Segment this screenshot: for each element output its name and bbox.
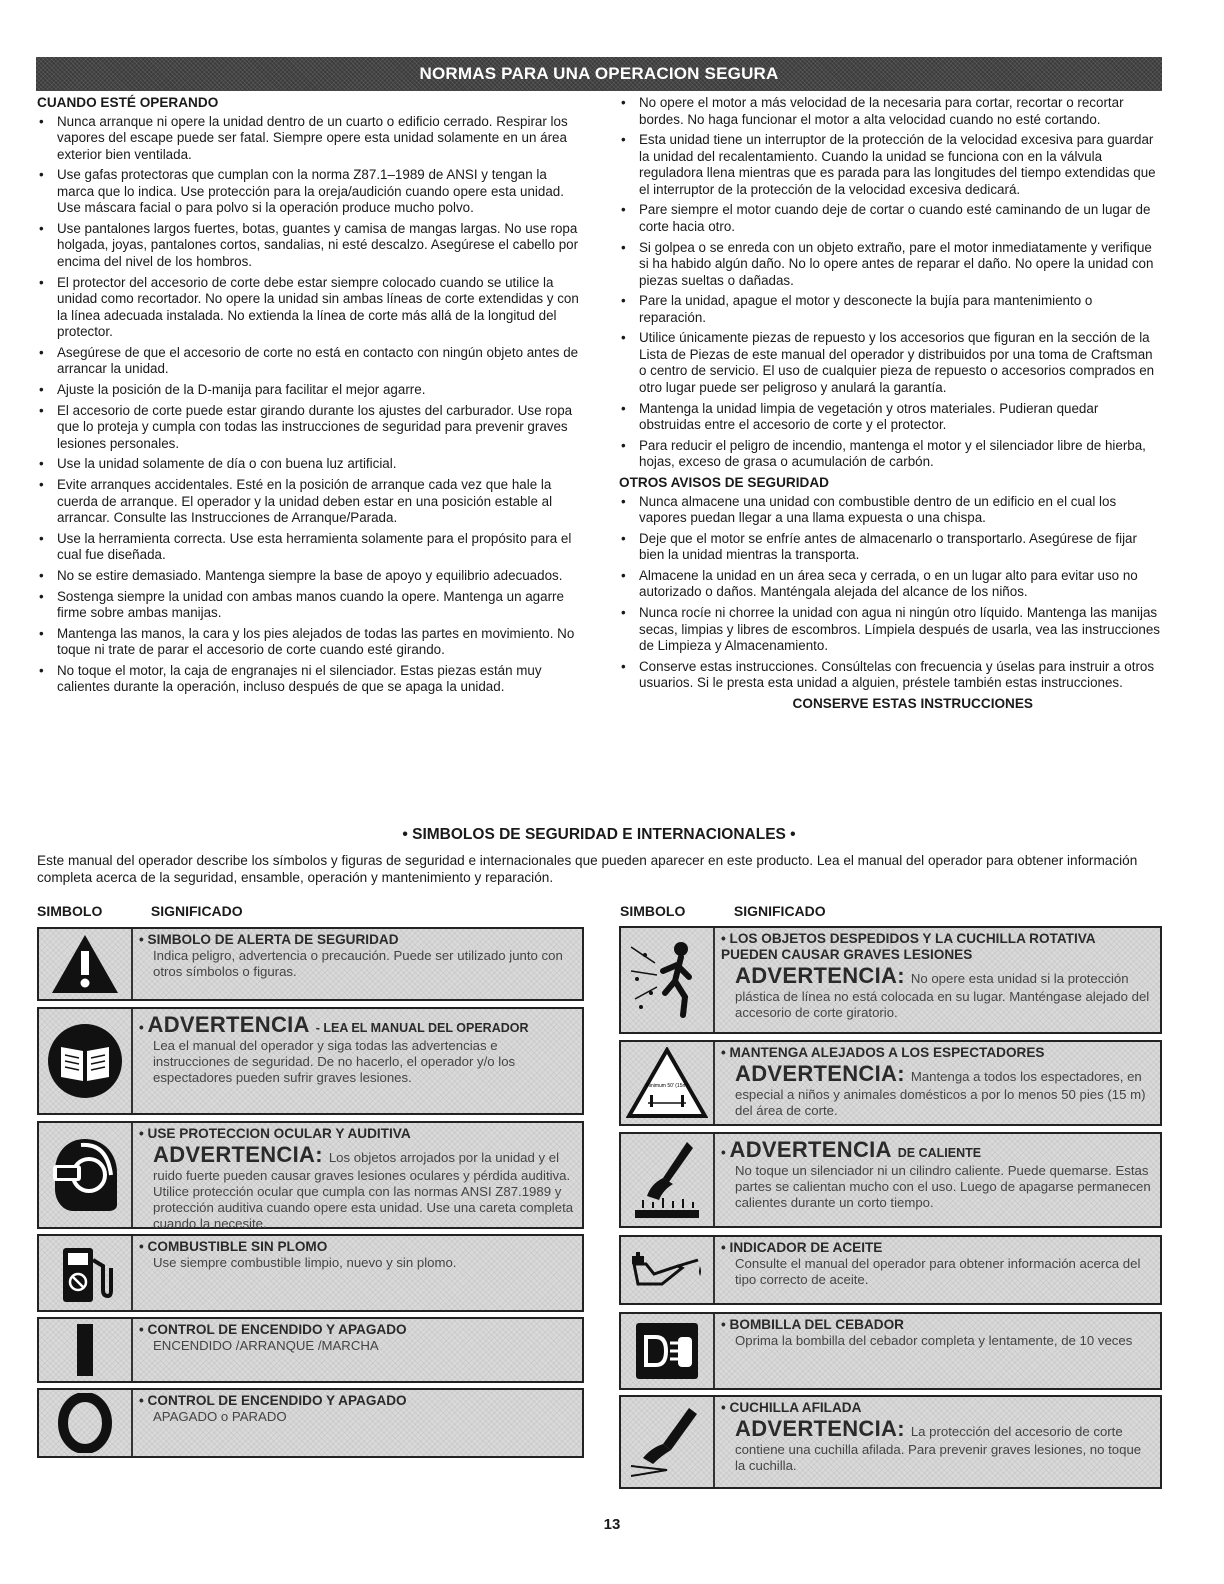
symbol-heading: • LOS OBJETOS DESPEDIDOS Y LA CUCHILLA ROTATIVA PUEDEN CAUSAR GRAVES LESIONES: [721, 931, 1152, 963]
thrown-objects-icon: [621, 928, 715, 1032]
symbol-heading: • COMBUSTIBLE SIN PLOMO: [139, 1239, 574, 1255]
switch-on-icon: [39, 1319, 133, 1381]
list-item: • Use la herramienta correcta. Use esta herramienta solamente para el propósito para el cual fue diseñada.: [37, 531, 583, 564]
warning-body: La protección del accesorio de corte contiene una cuchilla afilada. Para prevenir graves lesiones, no toque la cuchilla.: [735, 1424, 1142, 1473]
keep-distance-icon: [621, 1042, 715, 1124]
list-item: • Deje que el motor se enfríe antes de almacenarlo o transportarlo. Asegúrese de fijar bien la unidad mientras la transporta.: [619, 531, 1163, 564]
warning-body: Los objetos arrojados por la unidad y el ruido fuerte pueden causar graves lesiones oculares y pérdida auditiva. Utilice protección ocular que cumpla con las normas ANSI Z87.1989 y protección auditiva cuando opere esta unidad. Use una careta completa cuando la necesite.: [153, 1150, 574, 1231]
list-item: • Si golpea o se enreda con un objeto extraño, pare el motor inmediatamente y verifique si ha habido algún daño. No lo opere antes de reparar el daño. No opere la unidad con piezas sueltas o dañadas.: [619, 240, 1163, 290]
symbol-text: Use siempre combustible limpio, nuevo y sin plomo.: [153, 1255, 457, 1270]
manual-book-icon: [39, 1009, 133, 1113]
list-item: • Conserve estas instrucciones. Consúltelas con frecuencia y úselas para instruir a otros usuarios. Si le presta esta unidad a alguien, préstele también estas instrucciones.: [619, 659, 1163, 692]
switch-off-icon: [39, 1390, 133, 1456]
list-item: • Nunca arranque ni opere la unidad dentro de un cuarto o edificio cerrado. Respirar los vapores del escape puede ser fatal. Siempre opere esta unidad solamente en un área exterior bien ventilada.: [37, 114, 583, 164]
list-item: • Esta unidad tiene un interruptor de la protección de la velocidad excesiva para guardar la unidad del recalentamiento. Cuando la unidad se funciona con en la válvula reguladora llena mientras que es parada para las longitudes del tiempo extendidas que el interruptor de la protección de la velocidad excesiva dedicará.: [619, 132, 1163, 198]
list-item: • Para reducir el peligro de incendio, mantenga el motor y el silenciador libre de hierba, hojas, exceso de grasa o acumulación de carbón.: [619, 438, 1163, 471]
list-item: • No toque el motor, la caja de engranajes ni el silenciador. Estas piezas están muy calientes durante la operación, incluso después de que se apaga la unidad.: [37, 663, 583, 696]
symbol-box-manual: [37, 1007, 584, 1115]
right-list: [619, 95, 1163, 471]
col-significado: SIGNIFICADO: [733, 903, 826, 919]
symbol-text: ENCENDIDO /ARRANQUE /MARCHA: [153, 1338, 379, 1353]
warning-tail: - LEA EL MANUAL DEL OPERADOR: [315, 1021, 529, 1035]
symbol-text: [735, 1061, 1152, 1119]
list-item: • No opere el motor a más velocidad de la necesaria para cortar, recortar o recortar bordes. No haga funcionar el motor a alta velocidad cuando no esté cortando.: [619, 95, 1163, 128]
symbol-text: APAGADO o PARADO: [153, 1409, 287, 1424]
symbols-title: • SIMBOLOS DE SEGURIDAD E INTERNACIONALES •: [402, 826, 796, 843]
col-simbolo: SIMBOLO: [37, 903, 103, 919]
symbol-box-blade: [619, 1395, 1162, 1489]
symbol-text: Consulte el manual del operador para obtener información acerca del tipo correcto de aceite.: [735, 1256, 1141, 1287]
symbol-text: [153, 1142, 574, 1232]
page-number: 13: [603, 1516, 621, 1533]
symbol-box-primer: [619, 1312, 1162, 1390]
list-item: • Mantenga las manos, la cara y los pies alejados de todas las partes en movimiento. No toque ni trate de parar el accesorio de corte cuando esté girando.: [37, 626, 583, 659]
left-list: [37, 114, 583, 696]
column-headers-left: [37, 903, 243, 919]
list-item: • El protector del accesorio de corte debe estar siempre colocado cuando se utilice la unidad como recortador. No opere la unidad sin ambas líneas de corte extendidas y con la línea adecuada instalada. No extienda la línea de corte más allá de la longitud del protector.: [37, 275, 583, 341]
symbol-heading: • USE PROTECCION OCULAR Y AUDITIVA: [139, 1126, 574, 1142]
warning-word: ADVERTENCIA:: [735, 963, 905, 988]
list-item: • Pare la unidad, apague el motor y desconecte la bujía para mantenimiento o reparación.: [619, 293, 1163, 326]
list-item: • Evite arranques accidentales. Esté en la posición de arranque cada vez que hale la cuerda de arranque. El operador y la unidad deben estar en una posición estable al arrancar. Consulte las Instrucciones de Arranque/Parada.: [37, 477, 583, 527]
list-item: • Use la unidad solamente de día o con buena luz artificial.: [37, 456, 583, 473]
symbols-intro: Este manual del operador describe los símbolos y figuras de seguridad e internacionales que pueden aparecer en este producto. Lea el manual del operador para obtener información completa acerca de la seguridad, ensamble, operación y mantenimiento y reparación.: [37, 853, 1138, 885]
list-item: • Use gafas protectoras que cumplan con la norma Z87.1–1989 de ANSI y tengan la marca que lo indica. Use protección para la oreja/audición cuando opere esta unidad. Use máscara facial o para polvo si la operación produce mucho polvo.: [37, 167, 583, 217]
symbol-box-alert: [37, 927, 584, 1001]
symbol-box-thrown-objects: [619, 926, 1162, 1034]
list-item: • Nunca almacene una unidad con combustible dentro de un edificio en el cual los vapores puedan llegar a una llama expuesta o una chispa.: [619, 494, 1163, 527]
symbol-box-off: [37, 1388, 584, 1458]
right-list-2: [619, 494, 1163, 692]
symbol-heading: • SIMBOLO DE ALERTA DE SEGURIDAD: [139, 932, 574, 948]
symbol-box-oil: [619, 1235, 1162, 1305]
symbol-text: Lea el manual del operador y siga todas las advertencias e instrucciones de seguridad. De no hacerlo, el operador y/o los espectadores pueden sufrir graves lesiones.: [153, 1038, 516, 1085]
symbol-text: No toque un silenciador ni un cilindro caliente. Puede quemarse. Estas partes se calientan mucho con el uso. Luego de apagarse permanecen calientes durante un corto tiempo.: [735, 1163, 1151, 1210]
list-item: • Nunca rocíe ni chorree la unidad con agua ni ningún otro líquido. Mantenga las manijas secas, limpias y libres de escombros. Límpiela después de usarla, vea las instrucciones de Limpieza y Almacenamiento.: [619, 605, 1163, 655]
alert-triangle-icon: [39, 929, 133, 999]
symbol-text: [735, 1416, 1152, 1474]
col-significado: SIGNIFICADO: [150, 903, 243, 919]
symbol-heading: • BOMBILLA DEL CEBADOR: [721, 1317, 1152, 1333]
fuel-pump-icon: [39, 1236, 133, 1310]
list-item: • Use pantalones largos fuertes, botas, guantes y camisa de mangas largas. No use ropa holgada, joyas, pantalones cortos, sandalias, ni esté descalzo. Asegúrese el cabello por encima del nivel de los hombros.: [37, 221, 583, 271]
warning-body: No opere esta unidad si la protección plástica de línea no está colocada en su lugar. Manténgase alejado del accesorio de corte giratorio.: [735, 971, 1150, 1020]
oil-can-icon: [621, 1237, 715, 1303]
distance-label: Minimum 50' (15m): [645, 1083, 689, 1089]
list-item: • Ajuste la posición de la D-manija para facilitar el mejor agarre.: [37, 382, 583, 399]
list-item: • El accesorio de corte puede estar girando durante los ajustes del carburador. Use ropa que lo proteja y cumpla con todas las instrucciones de seguridad para prevenir graves lesiones personales.: [37, 403, 583, 453]
list-item: • Utilice únicamente piezas de repuesto y los accesorios que figuran en la sección de la Lista de Piezas de este manual del operador y distribuidos por una toma de Craftsman o centro de servicio. El uso de cualquier pieza de repuesto o accesorios comprados en otro lugar puede ser peligroso y anulará la garantía.: [619, 330, 1163, 396]
left-heading: CUANDO ESTÉ OPERANDO: [37, 95, 219, 110]
list-item: • Mantenga la unidad limpia de vegetación y otros materiales. Pudieran quedar obstruidas entre el accesorio de corte y el protector.: [619, 401, 1163, 434]
eye-ear-protection-icon: [39, 1123, 133, 1227]
warning-word: ADVERTENCIA: [147, 1012, 310, 1037]
symbol-heading: • CUCHILLA AFILADA: [721, 1400, 1152, 1416]
conserve-note: CONSERVE ESTAS INSTRUCCIONES: [792, 695, 1033, 711]
warning-word: ADVERTENCIA:: [153, 1142, 323, 1167]
left-column: [37, 95, 583, 700]
symbol-box-bystanders: [619, 1040, 1162, 1126]
symbol-text: Oprima la bombilla del cebador completa y lentamente, de 10 veces: [735, 1333, 1133, 1348]
warning-word: ADVERTENCIA:: [735, 1416, 905, 1441]
warning-word: ADVERTENCIA:: [735, 1061, 905, 1086]
list-item: • Almacene la unidad en un área seca y cerrada, o en un lugar alto para evitar uso no autorizado o daños. Manténgala alejada del alcance de los niños.: [619, 568, 1163, 601]
symbol-heading: • CONTROL DE ENCENDIDO Y APAGADO: [139, 1322, 574, 1338]
right-heading: OTROS AVISOS DE SEGURIDAD: [619, 475, 829, 490]
sharp-blade-icon: [621, 1397, 715, 1487]
symbol-box-eye-ear: [37, 1121, 584, 1229]
primer-bulb-icon: [621, 1314, 715, 1388]
list-item: • No se estire demasiado. Mantenga siempre la base de apoyo y equilibrio adecuados.: [37, 568, 583, 585]
warning-tail: DE CALIENTE: [897, 1146, 982, 1160]
symbol-heading: • CONTROL DE ENCENDIDO Y APAGADO: [139, 1393, 574, 1409]
symbol-text: [735, 963, 1152, 1021]
list-item: • Asegúrese de que el accesorio de corte no está en contacto con ningún objeto antes de arrancar la unidad.: [37, 345, 583, 378]
col-simbolo: SIMBOLO: [620, 903, 686, 919]
symbol-text: Indica peligro, advertencia o precaución. Puede ser utilizado junto con otros símbolos o figuras.: [153, 948, 563, 979]
symbol-heading: • INDICADOR DE ACEITE: [721, 1240, 1152, 1256]
column-headers-right: [620, 903, 826, 919]
symbol-box-on: [37, 1317, 584, 1383]
list-item: • Pare siempre el motor cuando deje de cortar o cuando esté caminando de un lugar de corte hacia otro.: [619, 202, 1163, 235]
symbol-box-hot: [619, 1132, 1162, 1228]
right-column: [619, 95, 1163, 712]
hot-surface-icon: [621, 1134, 715, 1226]
symbol-heading: [139, 1012, 574, 1038]
symbol-heading: [721, 1137, 1152, 1163]
symbol-box-fuel: [37, 1234, 584, 1312]
warning-word: ADVERTENCIA: [729, 1137, 892, 1162]
section-banner: NORMAS PARA UNA OPERACION SEGURA: [36, 57, 1162, 91]
list-item: • Sostenga siempre la unidad con ambas manos cuando la opere. Mantenga un agarre firme sobre ambas manijas.: [37, 589, 583, 622]
symbol-heading: • MANTENGA ALEJADOS A LOS ESPECTADORES: [721, 1045, 1152, 1061]
warning-body: Mantenga a todos los espectadores, en especial a niños y animales domésticos a por lo menos 50 pies (15 m) del área de corte.: [735, 1069, 1146, 1118]
